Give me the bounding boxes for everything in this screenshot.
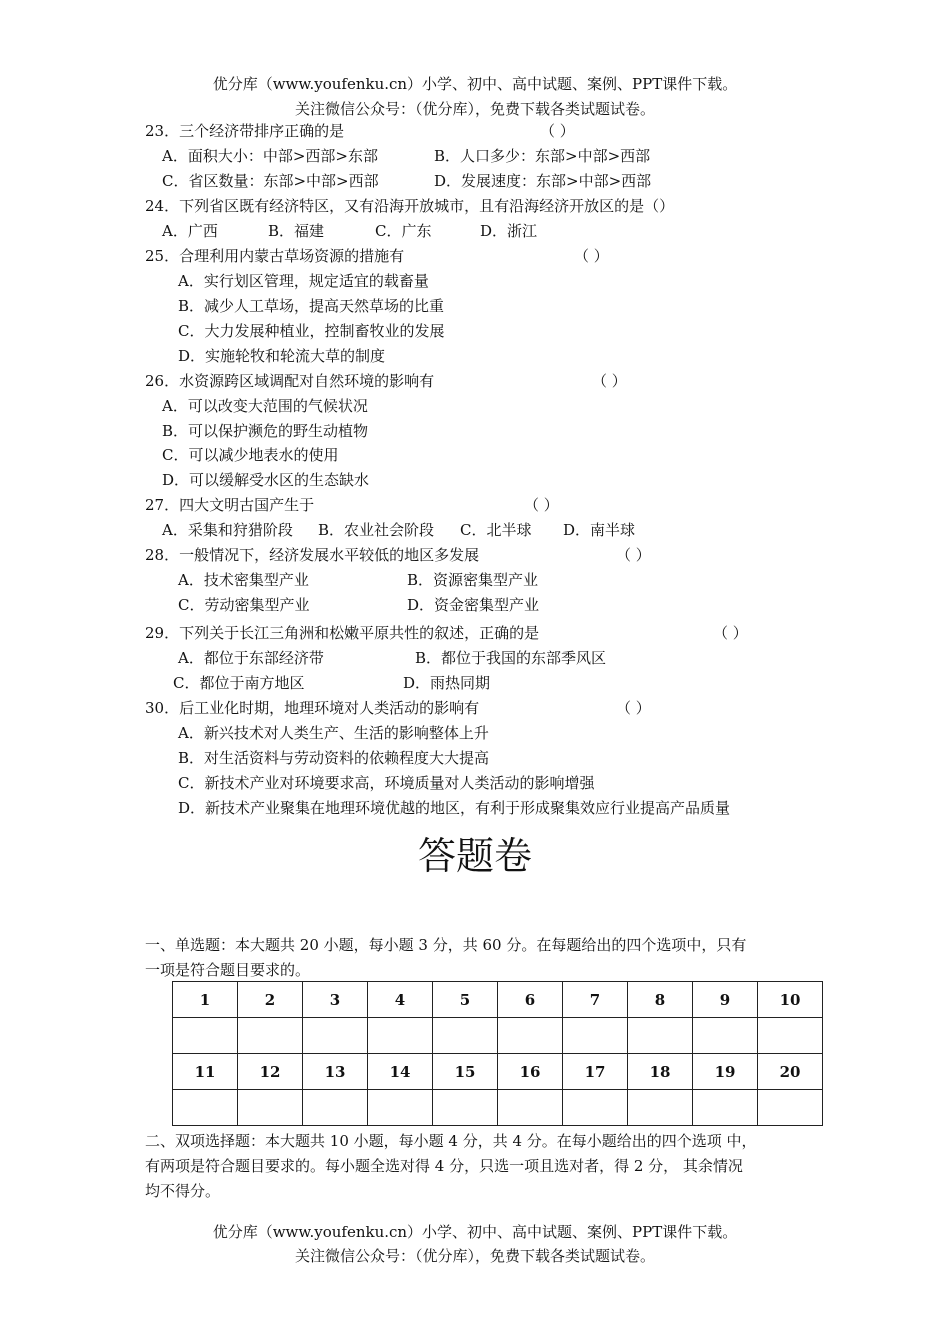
q24-option-c: C．广东 <box>375 222 432 240</box>
answer-number-cell: 2 <box>238 982 303 1018</box>
answer-grid-blank-row-1 <box>173 1018 823 1054</box>
answer-number-cell: 17 <box>563 1054 628 1090</box>
answer-number-cell: 19 <box>693 1054 758 1090</box>
q28-option-c: C．劳动密集型产业 <box>178 596 310 614</box>
q24-option-b: B．福建 <box>268 222 325 240</box>
answer-blank-cell[interactable] <box>758 1090 823 1126</box>
q24-stem: 24．下列省区既有经济特区，又有沿海开放城市，且有沿海经济开放区的是（） <box>145 197 675 215</box>
q27-option-c: C．北半球 <box>460 521 532 539</box>
q26-option-d: D．可以缓解受水区的生态缺水 <box>162 471 370 489</box>
q23-option-a: A．面积大小：中部>西部>东部 <box>162 147 378 165</box>
answer-number-cell: 10 <box>758 982 823 1018</box>
section2-instructions-line-3: 均不得分。 <box>145 1182 221 1200</box>
q24-option-d: D．浙江 <box>480 222 538 240</box>
answer-number-cell: 3 <box>303 982 368 1018</box>
answer-number-cell: 18 <box>628 1054 693 1090</box>
answer-blank-cell[interactable] <box>173 1018 238 1054</box>
answer-number-cell: 4 <box>368 982 433 1018</box>
answer-number-cell: 11 <box>173 1054 238 1090</box>
q29-option-a: A．都位于东部经济带 <box>178 649 324 667</box>
q26-stem: 26．水资源跨区域调配对自然环境的影响有 <box>145 372 435 390</box>
answer-blank-cell[interactable] <box>238 1090 303 1126</box>
answer-blank-cell[interactable] <box>693 1018 758 1054</box>
answer-grid-numbers-row-2 <box>173 1054 823 1090</box>
q28-option-a: A．技术密集型产业 <box>178 571 309 589</box>
q27-bracket: （ ） <box>524 496 559 514</box>
q25-bracket: （ ） <box>574 247 609 265</box>
answer-grid-numbers-row-1 <box>173 982 823 1018</box>
footer-line-1: 优分库（www.youfenku.cn）小学、初中、高中试题、案例、PPT课件下载。 <box>212 1223 738 1241</box>
answer-sheet-title: 答题卷 <box>417 834 532 878</box>
answer-blank-cell[interactable] <box>238 1018 303 1054</box>
q30-stem: 30．后工业化时期，地理环境对人类活动的影响有 <box>145 699 480 717</box>
answer-blank-cell[interactable] <box>563 1018 628 1054</box>
q28-stem: 28．一般情况下，经济发展水平较低的地区多发展 <box>145 546 480 564</box>
q26-option-a: A．可以改变大范围的气候状况 <box>162 397 368 415</box>
answer-blank-cell[interactable] <box>303 1018 368 1054</box>
answer-blank-cell[interactable] <box>498 1018 563 1054</box>
q25-option-a: A．实行划区管理，规定适宜的载畜量 <box>178 272 429 290</box>
footer-line-2: 关注微信公众号：（优分库），免费下载各类试题试卷。 <box>294 1247 655 1265</box>
q30-option-c: C．新技术产业对环境要求高，环境质量对人类活动的影响增强 <box>178 774 595 792</box>
answer-blank-cell[interactable] <box>433 1090 498 1126</box>
q25-option-c: C．大力发展种植业，控制畜牧业的发展 <box>178 322 445 340</box>
answer-number-cell: 14 <box>368 1054 433 1090</box>
answer-number-cell: 5 <box>433 982 498 1018</box>
q27-option-b: B．农业社会阶段 <box>318 521 435 539</box>
answer-blank-cell[interactable] <box>498 1090 563 1126</box>
q23-option-d: D．发展速度：东部>中部>西部 <box>434 172 652 190</box>
q24-option-a: A．广西 <box>162 222 218 240</box>
q29-option-b: B．都位于我国的东部季风区 <box>415 649 607 667</box>
answer-blank-cell[interactable] <box>368 1018 433 1054</box>
q29-option-d: D．雨热同期 <box>403 674 491 692</box>
header-line-1: 优分库（www.youfenku.cn）小学、初中、高中试题、案例、PPT课件下载。 <box>212 75 738 93</box>
q27-option-d: D．南半球 <box>563 521 636 539</box>
answer-blank-cell[interactable] <box>693 1090 758 1126</box>
answer-grid-blank-row-2 <box>173 1090 823 1126</box>
answer-number-cell: 9 <box>693 982 758 1018</box>
answer-number-cell: 20 <box>758 1054 823 1090</box>
answer-blank-cell[interactable] <box>628 1018 693 1054</box>
answer-blank-cell[interactable] <box>628 1090 693 1126</box>
answer-blank-cell[interactable] <box>173 1090 238 1126</box>
q23-stem: 23．三个经济带排序正确的是 <box>145 122 345 140</box>
answer-grid <box>172 981 823 1126</box>
q25-option-b: B．减少人工草场，提高天然草场的比重 <box>178 297 445 315</box>
q28-option-b: B．资源密集型产业 <box>407 571 539 589</box>
answer-blank-cell[interactable] <box>433 1018 498 1054</box>
q26-option-b: B．可以保护濒危的野生动植物 <box>162 422 369 440</box>
q25-option-d: D．实施轮牧和轮流大草的制度 <box>178 347 386 365</box>
q28-option-d: D．资金密集型产业 <box>407 596 540 614</box>
q29-bracket: （ ） <box>713 624 748 642</box>
q30-bracket: （ ） <box>616 699 651 717</box>
q25-stem: 25．合理利用内蒙古草场资源的措施有 <box>145 247 405 265</box>
q26-bracket: （ ） <box>592 372 627 390</box>
header-line-2: 关注微信公众号：（优分库），免费下载各类试题试卷。 <box>294 100 655 118</box>
answer-number-cell: 6 <box>498 982 563 1018</box>
section1-instructions-line-1: 一、单选题：本大题共 20 小题，每小题 3 分，共 60 分。在每题给出的四个选项中，只有 <box>145 936 747 954</box>
answer-number-cell: 1 <box>173 982 238 1018</box>
section2-instructions-line-2: 有两项是符合题目要求的。每小题全选对得 4 分，只选一项且选对者，得 2 分， 其余情况 <box>145 1157 743 1175</box>
answer-number-cell: 16 <box>498 1054 563 1090</box>
answer-number-cell: 12 <box>238 1054 303 1090</box>
q26-option-c: C．可以减少地表水的使用 <box>162 446 339 464</box>
q28-bracket: （ ） <box>616 546 651 564</box>
answer-blank-cell[interactable] <box>758 1018 823 1054</box>
q29-stem: 29．下列关于长江三角洲和松嫩平原共性的叙述，正确的是 <box>145 624 540 642</box>
q23-option-b: B．人口多少：东部>中部>西部 <box>434 147 651 165</box>
q29-option-c: C．都位于南方地区 <box>173 674 305 692</box>
answer-number-cell: 8 <box>628 982 693 1018</box>
q27-stem: 27．四大文明古国产生于 <box>145 496 315 514</box>
answer-number-cell: 7 <box>563 982 628 1018</box>
answer-number-cell: 13 <box>303 1054 368 1090</box>
section1-instructions-line-2: 一项是符合题目要求的。 <box>145 961 311 979</box>
answer-blank-cell[interactable] <box>368 1090 433 1126</box>
answer-blank-cell[interactable] <box>563 1090 628 1126</box>
q23-bracket: （ ） <box>540 122 575 140</box>
answer-number-cell: 15 <box>433 1054 498 1090</box>
q27-option-a: A．采集和狩猎阶段 <box>162 521 293 539</box>
answer-blank-cell[interactable] <box>303 1090 368 1126</box>
section2-instructions-line-1: 二、双项选择题：本大题共 10 小题，每小题 4 分，共 4 分。在每小题给出的四个选项 中， <box>145 1132 757 1150</box>
q30-option-b: B．对生活资料与劳动资料的依赖程度大大提高 <box>178 749 490 767</box>
q30-option-a: A．新兴技术对人类生产、生活的影响整体上升 <box>178 724 489 742</box>
q23-option-c: C．省区数量：东部>中部>西部 <box>162 172 379 190</box>
q30-option-d: D．新技术产业聚集在地理环境优越的地区，有利于形成聚集效应行业提高产品质量 <box>178 799 731 817</box>
